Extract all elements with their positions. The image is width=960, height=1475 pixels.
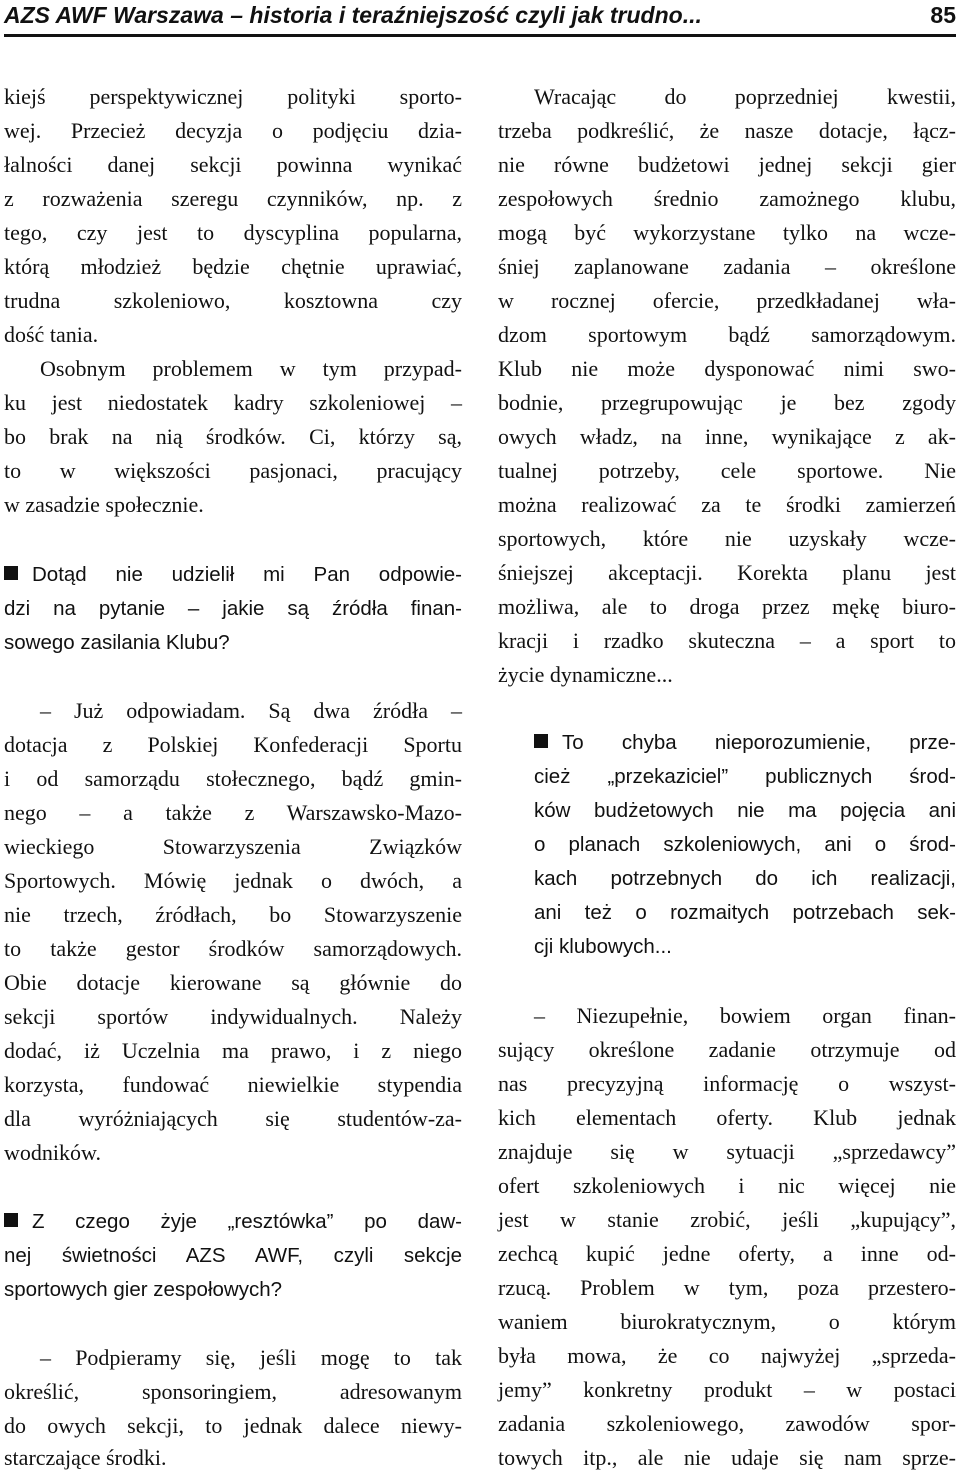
text-line: ofert szkoleniowych i nic więcej nie (498, 1173, 956, 1198)
text-line: bo brak na nią środków. Ci, którzy są, (4, 424, 462, 449)
text-line: możliwa, ale to droga przez mękę biuro- (498, 594, 956, 619)
text-line: sportowych, które nie uzyskały wcze- (498, 526, 956, 551)
question-line (4, 1205, 462, 1239)
square-bullet-icon (534, 734, 548, 748)
question-text: Dotąd nie udzielił mi Pan odpowie- (32, 563, 462, 586)
text-line: jemy” konkretny produkt – w postaci (498, 1377, 956, 1402)
text-line: kich elementach oferty. Klub jednak (498, 1105, 956, 1130)
answer-line: – Niezupełnie, bowiem organ finan- (534, 1003, 956, 1028)
text-line: dotacja z Polskiej Konfederacji Sportu (4, 732, 462, 757)
text-line: w zasadzie społecznie. (4, 492, 204, 517)
text-line: nego – a także z Warszawsko-Mazo- (4, 800, 462, 825)
text-line: starczające środki. (4, 1445, 167, 1470)
text-line: Wracając do poprzedniej kwestii, (534, 84, 956, 109)
text-line: łalności danej sekcji powinna wynikać (4, 152, 462, 177)
text-line: dodać, iż Uczelnia ma prawo, i z niego (4, 1038, 462, 1063)
text-line: rzucą. Problem w tym, poza przestero- (498, 1275, 956, 1300)
question-line: kach potrzebnych do ich realizacji, (534, 867, 956, 890)
question-line: o planach szkoleniowych, ani o środ- (534, 833, 956, 856)
text-line: można realizować za te środki zamierzeń (498, 492, 956, 517)
text-line: była mowa, że co najwyżej „sprzeda- (498, 1343, 956, 1368)
text-line: dla wyróżniających się studentów-za- (4, 1106, 462, 1131)
text-line: zadania szkoleniowego, zawodów spor- (498, 1411, 956, 1436)
question-line: ani też o rozmaitych potrzebach sek- (534, 901, 956, 924)
text-line: Sportowych. Mówię jednak o dwóch, a (4, 868, 462, 893)
question-line: ków budżetowych nie ma pojęcia ani (534, 799, 956, 822)
text-line: waniem biurokratycznym, o którym (498, 1309, 956, 1334)
square-bullet-icon (4, 566, 18, 580)
text-line: sekcji sportów indywidualnych. Należy (4, 1004, 462, 1029)
text-line: dzom sportowym bądź samorządowym. (498, 322, 956, 347)
text-line: określić, sponsoringiem, adresowanym (4, 1379, 462, 1404)
text-line: sujący określone zadanie otrzymuje od (498, 1037, 956, 1062)
text-line: którą młodzież będzie chętnie uprawiać, (4, 254, 462, 279)
text-line: życie dynamiczne... (498, 662, 673, 687)
text-line: trzeba podkreślić, że nasze dotacje, łącz- (498, 118, 956, 143)
text-line: owych władz, na inne, wynikające z ak- (498, 424, 956, 449)
text-line: korzysta, fundować niewielkie stypendia (4, 1072, 462, 1097)
text-line: tualnej potrzeby, cele sportowe. Nie (498, 458, 956, 483)
answer-line: – Już odpowiadam. Są dwa źródła – (40, 698, 462, 723)
text-line: do owych sekcji, to jednak dalece niewy- (4, 1413, 462, 1438)
text-line: znajduje się w sytuacji „sprzedawcy” (498, 1139, 956, 1164)
text-line: trudna szkoleniowo, kosztowna czy (4, 288, 462, 313)
text-line: z rozważenia szeregu czynników, np. z (4, 186, 462, 211)
text-line: tego, czy jest to dyscyplina popularna, (4, 220, 462, 245)
question-line: cież „przekaziciel” publicznych środ- (534, 765, 956, 788)
question-line: nej świetności AZS AWF, czyli sekcje (4, 1244, 462, 1267)
question-line (498, 726, 956, 760)
text-line: jest w stanie zrobić, jeśli „kupujący”, (498, 1207, 956, 1232)
question-line: cji klubowych... (534, 935, 672, 958)
question-line: sowego zasilania Klubu? (4, 631, 230, 654)
text-line: bodnie, przegrupowując je bez zgody (498, 390, 956, 415)
text-line: i od samorządu stołecznego, bądź gmin- (4, 766, 462, 791)
text-line: to także gestor środków samorządowych. (4, 936, 462, 961)
text-line: Obie dotacje kierowane są głównie do (4, 970, 462, 995)
square-bullet-icon (4, 1213, 18, 1227)
page-header (4, 0, 956, 37)
text-line: Klub nie może dysponować nimi swo- (498, 356, 956, 381)
text-line: w rocznej ofercie, przedkładanej wła- (498, 288, 956, 313)
text-line: śniej zaplanowane zadania – określone (498, 254, 956, 279)
text-line: wodników. (4, 1140, 101, 1165)
question-text: To chyba nieporozumienie, prze- (562, 731, 956, 754)
text-line: dość tania. (4, 322, 99, 347)
question-line: dzi na pytanie – jakie są źródła finan- (4, 597, 462, 620)
text-line: ku jest niedostatek kadry szkoleniowej – (4, 390, 462, 415)
text-line: nie równe budżetowi jednej sekcji gier (498, 152, 956, 177)
text-line: to w większości pasjonaci, pracujący (4, 458, 462, 483)
text-line: mogą być wykorzystane tylko na wcze- (498, 220, 956, 245)
text-line: wieckiego Stowarzyszenia Związków (4, 834, 462, 859)
text-line: wej. Przecież decyzja o podjęciu dzia- (4, 118, 462, 143)
question-line (4, 558, 462, 592)
text-line: śniejszej akceptacji. Korekta planu jest (498, 560, 956, 585)
text-line: nie trzech, źródłach, bo Stowarzyszenie (4, 902, 462, 927)
text-line: zechcą kupić jedne oferty, a inne od- (498, 1241, 956, 1266)
page-number: 85 (930, 2, 956, 28)
text-line: kiejś perspektywicznej polityki sporto- (4, 84, 462, 109)
question-line: sportowych gier zespołowych? (4, 1278, 283, 1301)
question-text: Z czego żyje „resztówka” po daw- (32, 1210, 462, 1233)
text-line: towych itp., ale nie udaje się nam sprze- (498, 1445, 956, 1470)
text-line: zespołowych średnio zamożnego klubu, (498, 186, 956, 211)
answer-line: – Podpieramy się, jeśli mogę to tak (40, 1345, 462, 1370)
text-line: Osobnym problemem w tym przypad- (40, 356, 462, 381)
text-line: nas precyzyjną informację o wszyst- (498, 1071, 956, 1096)
running-title: AZS AWF Warszawa – historia i teraźniejszość czyli jak trudno... (4, 2, 702, 28)
text-line: kracji i rzadko skuteczna – a sport to (498, 628, 956, 653)
